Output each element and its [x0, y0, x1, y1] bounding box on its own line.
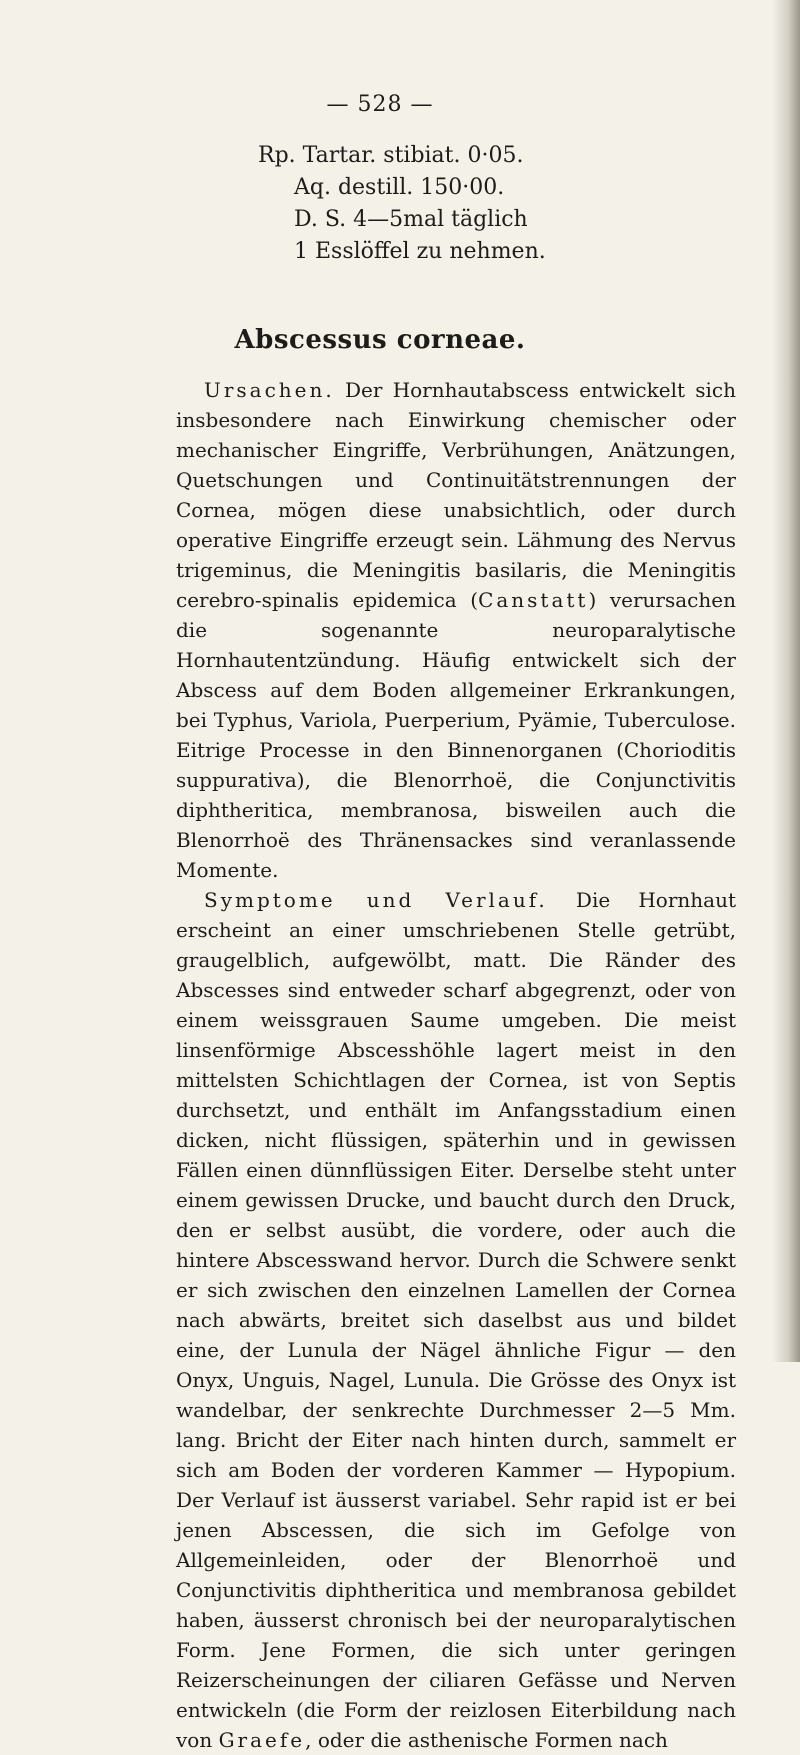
author-name: Graefe — [218, 1728, 306, 1752]
paragraph-text: , oder die asthenische Formen nach — [305, 1728, 668, 1752]
paragraph-symptoms — [176, 885, 736, 1755]
page-number: — 528 — — [326, 92, 434, 117]
paragraph-text: Der Hornhautabscess entwickelt sich insbesondere nach Einwirkung chemischer oder mechanischer Eingriffe, Verbrühungen, Anätzungen, Quetschungen und Continuitätstrennungen der Cornea, mögen diese unabsichtlich, oder durch operative Eingriffe erzeugt sein. Lähmung des Nervus trigeminus, die Meningitis basilaris, die Meningitis cerebro-spinalis epidemica ( — [176, 378, 736, 612]
paragraph-heading-symptoms: Symptome und Verlauf. — [204, 888, 548, 912]
page-edge-shadow — [772, 0, 800, 1362]
paragraph-text: Die Hornhaut erscheint an einer umschriebenen Stelle getrübt, graugelblich, aufgewölbt, matt. Die Ränder des Abscesses sind entweder scharf abgegrenzt, oder von einem weissgrauen Saume umgeben. Die meist linsenförmige Abscesshöhle lagert meist in den mittelsten Schichtlagen der Cornea, ist von Septis durchsetzt, und enthält im Anfangsstadium einen dicken, nicht flüssigen, späterhin und in gewissen Fällen einen dünnflüssigen Eiter. Derselbe steht unter einem gewissen Drucke, und baucht durch den Druck, den er selbst ausübt, die vordere, oder auch die hintere Abscesswand hervor. Durch die Schwere senkt er sich zwischen den einzelnen Lamellen der Cornea nach abwärts, breitet sich daselbst aus und bildet eine, der Lunula der Nägel ähnliche Figur — den Onyx, Unguis, Nagel, Lunula. Die Grösse des Onyx ist wandelbar, der senkrechte Durchmesser 2—5 Mm. lang. Bricht der Eiter nach hinten durch, sammelt er sich am Boden der vorderen Kammer — Hypopium. Der Verlauf ist äusserst variabel. Sehr rapid ist er bei jenen Abscessen, die sich im Gefolge von Allgemeinleiden, oder der Blenorrhoë und Conjunctivitis diphtheritica und membranosa gebildet haben, äusserst chronisch bei der neuroparalytischen Form. Jene Formen, die sich unter geringen Reizerscheinungen der ciliaren Gefässe und Nerven entwickeln (die Form der reizlosen Eiterbildung nach von — [176, 888, 736, 1752]
prescription-line: D. S. 4—5mal täglich — [294, 207, 528, 232]
paragraph-causes — [176, 375, 736, 885]
section-body — [176, 375, 736, 1755]
paragraph-heading-causes: Ursachen. — [204, 378, 335, 402]
prescription-block — [258, 140, 738, 268]
prescription-line: 1 Esslöffel zu nehmen. — [294, 239, 546, 264]
section-title: Abscessus corneae. — [234, 325, 526, 355]
prescription-line: Rp. Tartar. stibiat. 0·05. — [258, 143, 524, 168]
paragraph-text: ) verursachen die sogenannte neuroparalytische Hornhautentzündung. Häufig entwickelt sich der Abscess auf dem Boden allgemeiner Erkrankungen, bei Typhus, Variola, Puerperium, Pyämie, Tuberculose. Eitrige Processe in den Binnenorganen (Chorioditis suppurativa), die Blenorrhoë, die Conjunctivitis diphtheritica, membranosa, bisweilen auch die Blenorrhoë des Thränensackes sind veranlassende Momente. — [176, 588, 736, 882]
prescription-line: Aq. destill. 150·00. — [294, 175, 505, 200]
author-name: Canstatt — [478, 588, 589, 612]
